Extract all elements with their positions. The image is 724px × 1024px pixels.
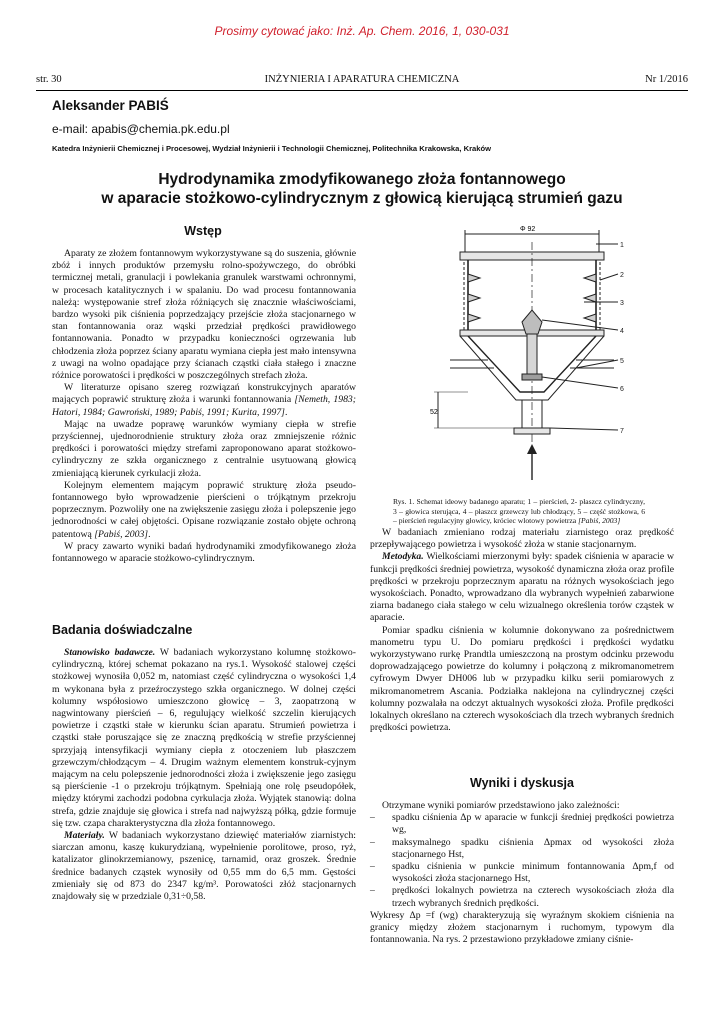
title-line-1: Hydrodynamika zmodyfikowanego złoża fontannowego <box>158 171 566 188</box>
intro-p2-text: W literaturze opisano szereg rozwiązań konstrukcyjnych aparatów mających poprawić strukturę złoża i warunki fontannowania <box>52 382 356 406</box>
control-head <box>522 310 542 334</box>
figure-label-6: 6 <box>620 386 624 393</box>
dimension-side-label: 52 <box>430 409 438 416</box>
intro-paragraph-4 <box>52 480 356 541</box>
materials-lead: Materiały. <box>64 830 105 842</box>
intro-p2-refs: [Nemeth, 1983; Hatori, 1984; Gawroński, 1989; Pabiś, 1991; Kurita, 1997] <box>52 394 357 418</box>
results-list <box>370 812 674 910</box>
results-list-item: – maksymalnego spadku ciśnienia Δpmax od wysokości złoża stacjonarnego Hst, <box>370 836 674 860</box>
left-column-experimental <box>52 647 356 903</box>
figure-label-2: 2 <box>620 272 624 279</box>
results-list-item: – spadku ciśnienia Δp w aparacie w funkcji średniej prędkości powietrza wg, <box>370 812 674 836</box>
method-paragraph <box>370 551 674 624</box>
intro-p2-end: . <box>284 406 288 418</box>
paper-title <box>0 170 724 208</box>
intro-p4-ref: [Pabiś, 2003] <box>94 528 149 540</box>
affiliation: Katedra Inżynierii Chemicznej i Procesowej, Wydział Inżynierii i Technologii Chemicznej, Politechnika Krakowska, Kraków <box>52 144 492 153</box>
stand-text: W badaniach wykorzystano kolumnę stożkowo-cylindryczną, której schemat pokazano na rys.1. Wysokość stalowej części stożkowej wynosiła 0,052 m, natomiast część cylindryczna o wysokości 1,4 m wykonana była z przeźroczystego szkła organicznego. W dolnej części kolumny współosiowo umieszczono głowicę – 3, zaopatrzoną w nagwintowany pierścień – 6, regulujący wielkość szczelin kierujących powietrze i cząstki stałe w kierunku ścian aparatu. Strumień powietrza i cząstki stałe poruszające się ze znaczną prędkością w strefie przyściennej sprzyjają intensyfikacji wymiany ciepła z otoczeniem lub płaszczem grzewczym/chłodzącym – 4. Drugim ważnym elementem konstruk-cyjnym mającym na celu polepszenie jednorodności złoża i zwiększenie jego zasięgu są pierścienie -1 o przekroju trójkątnym. Spełniają one rolę pseudopółek, między którymi zachodzi podobna cyrkulacja złoża. Wyjątek stanowią: dolna strefa, gdzie znajduje się głowica i strefa nad najwyższą półką, gdzie formuje się tzw. czapa charakterystyczna dla złoża fontannowego. <box>52 647 356 829</box>
results-list-item: – prędkości lokalnych powietrza na czterech wysokościach złoża dla trzech wybranych średnich prędkości. <box>370 885 674 909</box>
intro-p4-text: Kolejnym elementem mającym poprawić strukturę złoża pseudo-fontannowego było wprowadzenie pierścieni o trójkątnym przekroju poprzecznym. Pozwoliły one na zwiększenie zasięgu złoża i polepszenie jego jednorodności w całej objętości. Opisane rozwiązanie zostało objęte ochroną patentową <box>52 479 356 540</box>
results-intro: Otrzymane wyniki pomiarów przedstawiono jako zależności: <box>382 800 620 811</box>
results-list-item: – spadku ciśnienia w punkcie minimum fontannowania Δpm,f od wysokości złoża stacjonarnego Hst, <box>370 861 674 885</box>
citation-note: Prosimy cytować jako: Inż. Ap. Chem. 2016, 1, 030-031 <box>214 24 510 38</box>
section-intro-heading: Wstęp <box>184 224 222 238</box>
title-line-2: w aparacie stożkowo-cylindrycznym z głowicą kierującą strumień gazu <box>101 190 623 207</box>
section-experimental-heading: Badania doświadczalne <box>52 623 193 637</box>
figure-caption <box>393 497 645 526</box>
figure-label-1: 1 <box>620 242 624 249</box>
header-issue: Nr 1/2016 <box>645 74 688 85</box>
figure-label-3: 3 <box>620 300 624 307</box>
intro-paragraph-2 <box>52 382 356 419</box>
figure-caption-ref: [Pabiś, 2003] <box>578 516 621 525</box>
results-column <box>370 800 674 946</box>
section-results-heading: Wyniki i dyskusja <box>470 776 574 790</box>
author-email: e-mail: apabis@chemia.pk.edu.pl <box>52 122 230 136</box>
header-journal: INŻYNIERIA I APARATURA CHEMICZNA <box>264 74 460 85</box>
intro-paragraph-5: W pracy zawarto wyniki badań hydrodynamiki zmodyfikowanego złoża fontannowego w aparacie stożkowo-cylindrycznym. <box>52 540 356 565</box>
figure-label-5: 5 <box>620 358 624 365</box>
dimension-top-label: Φ 92 <box>520 226 536 233</box>
regulating-ring <box>522 374 542 380</box>
figure-label-7: 7 <box>620 428 624 435</box>
intro-p4-end: . <box>148 528 151 540</box>
inlet-flange <box>514 428 550 434</box>
stand-paragraph <box>52 647 356 830</box>
right-column <box>370 527 674 734</box>
method-text: Wielkościami mierzonymi były: spadek ciśnienia w aparacie w funkcji prędkości średniej powietrza, wysokość dynamiczna złoża oraz profile prędkości w przekroju poprzecznym aparatu na różnych wysokościach jego wysokościach. Ponadto, wprowadzano dla wybranych wypełnień zabarwione ziarna badanego ciała stałego w celu wizualnego określenia torów cząstek w aparacie. <box>370 551 674 624</box>
author-name: Aleksander PABIŚ <box>52 98 169 113</box>
head-stem <box>527 334 537 374</box>
header-rule <box>36 90 688 91</box>
intro-paragraph-3: Mając na uwadze poprawę warunków wymiany ciepła w strefie przyściennej, ujednorodnienie struktury złoża oraz zmniejszenie różnic prędkości i porowatości między strefami zaproponowano aparat stożkowo-cylindryczny ze szkła organicznego z centralnie usytuowaną głowicą zmieniającą kierunek cyrkulacji złoża. <box>52 418 356 479</box>
materials-text: W badaniach wykorzystano dziewięć materiałów ziarnistych: siarczan amonu, kaszę kukurydzianą, wypełnienie porolitowe, proso, ryż, katalizator glinokrzemianowy, pszenicę, tarnamid, oraz groszek. Średnie średnice badanych cząstek wynosiły od 0,55 mm do 6,5 mm. Gęstości zmieniały się od 873 do 2347 kg/m³. Porowatości złóż stacjonarnych znajdowały się w przedziale 0,31÷0,58. <box>52 830 356 903</box>
results-final-paragraph: Wykresy Δp =f (wg) charakteryzują się wyraźnym skokiem ciśnienia na granicy między złożem stacjonarnym i ruchomym, typowym dla fontannowania. Na rys. 2 przestawiono przykładowe zmiany ciśnie- <box>370 909 674 946</box>
right-paragraph-3: Pomiar spadku ciśnienia w kolumnie dokonywano za pośrednictwem manometru typu U. Do pomiaru prędkości i prędkości wydatku wykorzystywano rurkę Prandtla umieszczoną na prostym odcinku przewodu doprowadzającego powietrze do kolumny i połączoną z mikromanometrem cyfrowym Dwyer DH006 lub w przypadku kilku serii pomiarowych z mikromanometrem Ascania. Podziałka naklejona na cylindrycznej części kolumny pozwalała na odczyt aktualnych wysokości złoża. Profile prędkości lokalnych określano na czterech wysokościach dla trzech wybranych średnich prędkości powietrza. <box>370 624 674 734</box>
figure-label-4: 4 <box>620 328 624 335</box>
apparatus-schematic <box>428 222 628 490</box>
right-paragraph-1: W badaniach zmieniano rodzaj materiału ziarnistego oraz prędkość przepływającego powietrza i wysokość złoża w stanie stacjonarnym. <box>370 527 674 551</box>
method-lead: Metodyka. <box>382 551 424 563</box>
materials-paragraph <box>52 830 356 903</box>
left-column <box>52 248 356 565</box>
figure-caption-text: Rys. 1. Schemat ideowy badanego aparatu; 1 – pierścień, 2- płaszcz cylindryczny, 3 – głowica sterująca, 4 – płaszcz grzewczy lub chłodzący, 5 – część stożkowa, 6 – pierścień regulacyjny głowicy, króciec wlotowy powietrza <box>393 497 645 525</box>
stand-lead: Stanowisko badawcze. <box>64 647 156 658</box>
intro-paragraph-1: Aparaty ze złożem fontannowym wykorzystywane są do suszenia, głównie zbóż i innych produktów przemysłu rolno-spożywczego, do obróbki termicznej metali, granulacji i powlekania granulek warstwami ochronnymi, w procesach katalitycznych i w spalaniu. Do wad procesu fontannowania należą: występowanie stref złoża różniących się znacznie właściwościami, bardzo wysoki pik ciśnienia poprzedzający przejście złoża stacjonarnego w stan fontannowania oraz wąski przedział prędkości prawidłowego fontannowania. Ponadto w przypadku konieczności ogrzewania lub chłodzenia złoża poprzez ściany aparatu wymiana ciepła jest mało intensywna z uwagi na wolno opadające przy ścianach cząstki ciała stałego i znaczne różnice porowatości i prędkości w poszczególnych strefach złoża. <box>52 248 356 382</box>
header-page: str. 30 <box>36 74 62 85</box>
